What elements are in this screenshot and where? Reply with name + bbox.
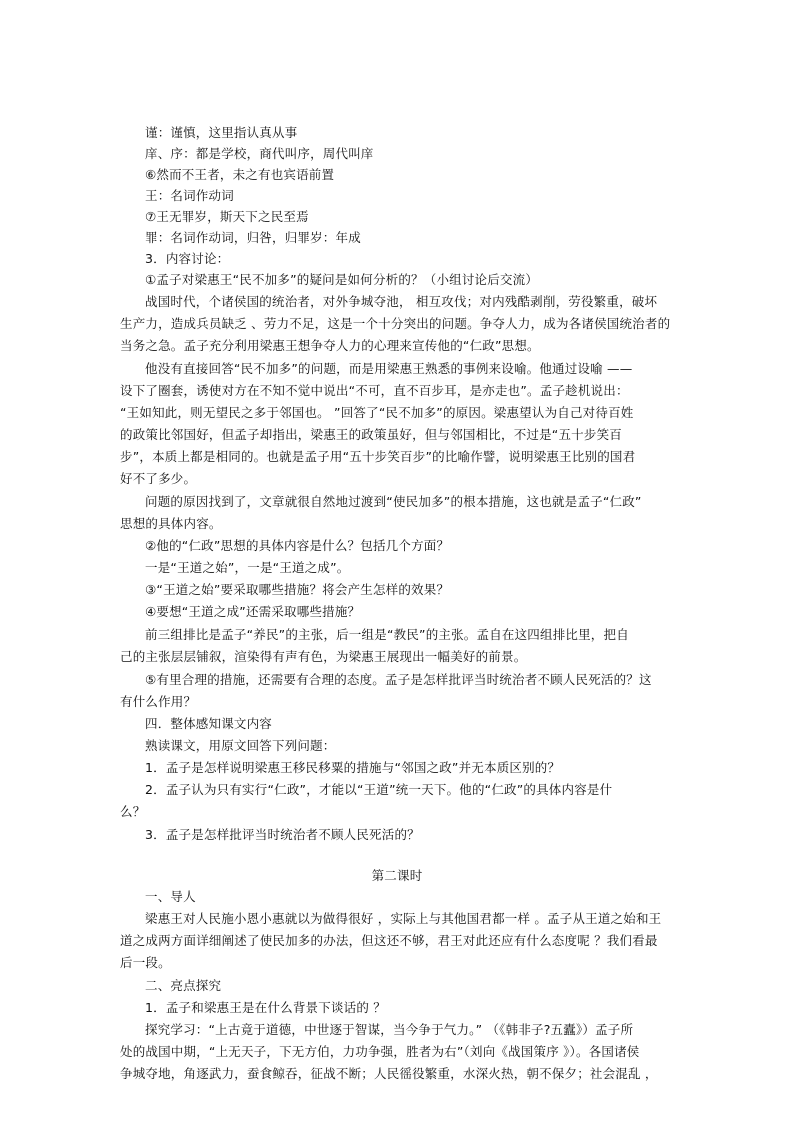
text-line: 前三组排比是孟子“养民”的主张，后一组是“教民”的主张。孟自在这四组排比里，把自 (145, 627, 629, 642)
text-line: 设下了圈套，诱使对方在不知不觉中说出“不可，直不百步耳，是亦走也”。孟子趁机说出： (120, 383, 629, 398)
text-line: ⑥然而不王者，未之有也宾语前置 (145, 167, 335, 182)
text-line: 一是“王道之始”，一是“王道之成”。 (145, 560, 350, 575)
text-line: 当务之急。孟子充分利用梁惠王想争夺人力的心理来宣传他的“仁政”思想。 (120, 338, 540, 353)
question-line: ①孟子对梁惠王“民不加多”的疑问是如何分析的？（小组讨论后交流） (145, 272, 539, 287)
text-line: ⑦王无罪岁，斯天下之民至焉 (145, 209, 309, 224)
lesson-title: 第二课时 (371, 868, 423, 883)
section-heading: 二、亮点探究 (145, 978, 222, 993)
question-line: ⑤有里合理的措施，还需要有合理的态度。孟子是怎样批评当时统治者不顾人民死活的？这 (145, 672, 652, 687)
question-line: 3．孟子是怎样批评当时统治者不顾人民死活的？ (145, 827, 420, 842)
text-line: 争城夺地，角逐武力，蚕食鲸吞，征战不断；人民徭役繁重，水深火热，朝不保夕；社会混乱 ， (120, 1066, 658, 1081)
text-line: 的政策比邻国好，但孟子却指出，梁惠王的政策虽好，但与邻国相比，不过是“五十步笑百 (120, 427, 622, 442)
text-line: 好不了多少。 (120, 471, 197, 486)
text-line: 后一段。 (120, 955, 171, 970)
text-line: 有什么作用？ (120, 694, 197, 709)
text-line: 熟读课文，用原文回答下列问题： (145, 738, 336, 753)
text-line: “王如知此，则无望民之多于邻国也。 ”回答了“民不加多”的原因。梁惠望认为自己对待百姓 (120, 405, 634, 420)
text-line: 己的主张层层铺叙，渲染得有声有色，为梁惠王展现出一幅美好的前景。 (120, 649, 527, 664)
section-heading: 四．整体感知课文内容 (145, 716, 273, 731)
text-line: 道之成两方面详细阐述了使民加多的办法，但这还不够，君王对此还应有什么态度呢 ？我们看最 (120, 933, 658, 948)
question-line: 2．孟子认为只有实行“仁政”，才能以“王道”统一天下。他的“仁政”的具体内容是什 (145, 782, 613, 797)
section-heading: 一、导人 (145, 889, 196, 904)
section-heading: 3．内容讨论： (145, 251, 230, 266)
text-line: 探究学习：“上古竟于道德，中世逐于智谋，当今争于气力。” （《韩非子?五蠹》）孟子所 (145, 1022, 634, 1037)
question-line: ②他的“仁政”思想的具体内容是什么？包括几个方面？ (145, 538, 450, 553)
text-line: 庠、序：都是学校，商代叫序，周代叫庠 (145, 146, 374, 161)
text-line: 谨：谨慎，这里指认真从事 (145, 125, 298, 140)
text-line: 王：名词作动词 (145, 188, 234, 203)
text-line: 罪：名词作动词，归咎，归罪岁：年成 (145, 230, 361, 245)
text-line: 生产力，造成兵员缺乏 、劳力不足，这是一个十分突出的问题。争夺人力，成为各诸侯国统治者的 (120, 316, 671, 331)
question-line: 1．孟子是怎样说明梁惠王移民移粟的措施与“邻国之政”并无本质区别的？ (145, 760, 561, 775)
question-line: ③“王道之始”要采取哪些措施？将会产生怎样的效果？ (145, 582, 450, 597)
text-line: 步”，本质上都是相同的。也就是孟子用“五十步笑百步”的比喻作譬，说明梁惠王比别的国君 (120, 449, 636, 464)
text-line: 梁惠王对人民施小恩小惠就以为做得很好 ，实际上与其他国君都一样 。孟子从王道之始和王 (145, 911, 662, 926)
question-line: 1．孟子和梁惠王是在什么背景下谈话的 ？ (145, 1000, 386, 1015)
text-line: 问题的原因找到了，文章就很自然地过渡到“使民加多”的根本措施，这也就是孟子“仁政” (145, 494, 642, 509)
text-line: 他没有直接回答“民不加多”的问题，而是用梁惠王熟悉的事例来设喻。他通过设喻 —— (145, 361, 633, 376)
text-line: 么？ (120, 804, 146, 819)
text-line: 处的战国中期，“上无天子，下无方伯，力功争强，胜者为右”（刘向《战国策序 》）。各国诸侯 (120, 1044, 640, 1059)
text-line: 战国时代，个诸侯国的统治者，对外争城夺池， 相互攻伐；对内残酷剥削，劳役繁重，破坏 (145, 294, 658, 309)
text-line: 思想的具体内容。 (120, 516, 222, 531)
question-line: ④要想“王道之成”还需采取哪些措施？ (145, 604, 361, 619)
